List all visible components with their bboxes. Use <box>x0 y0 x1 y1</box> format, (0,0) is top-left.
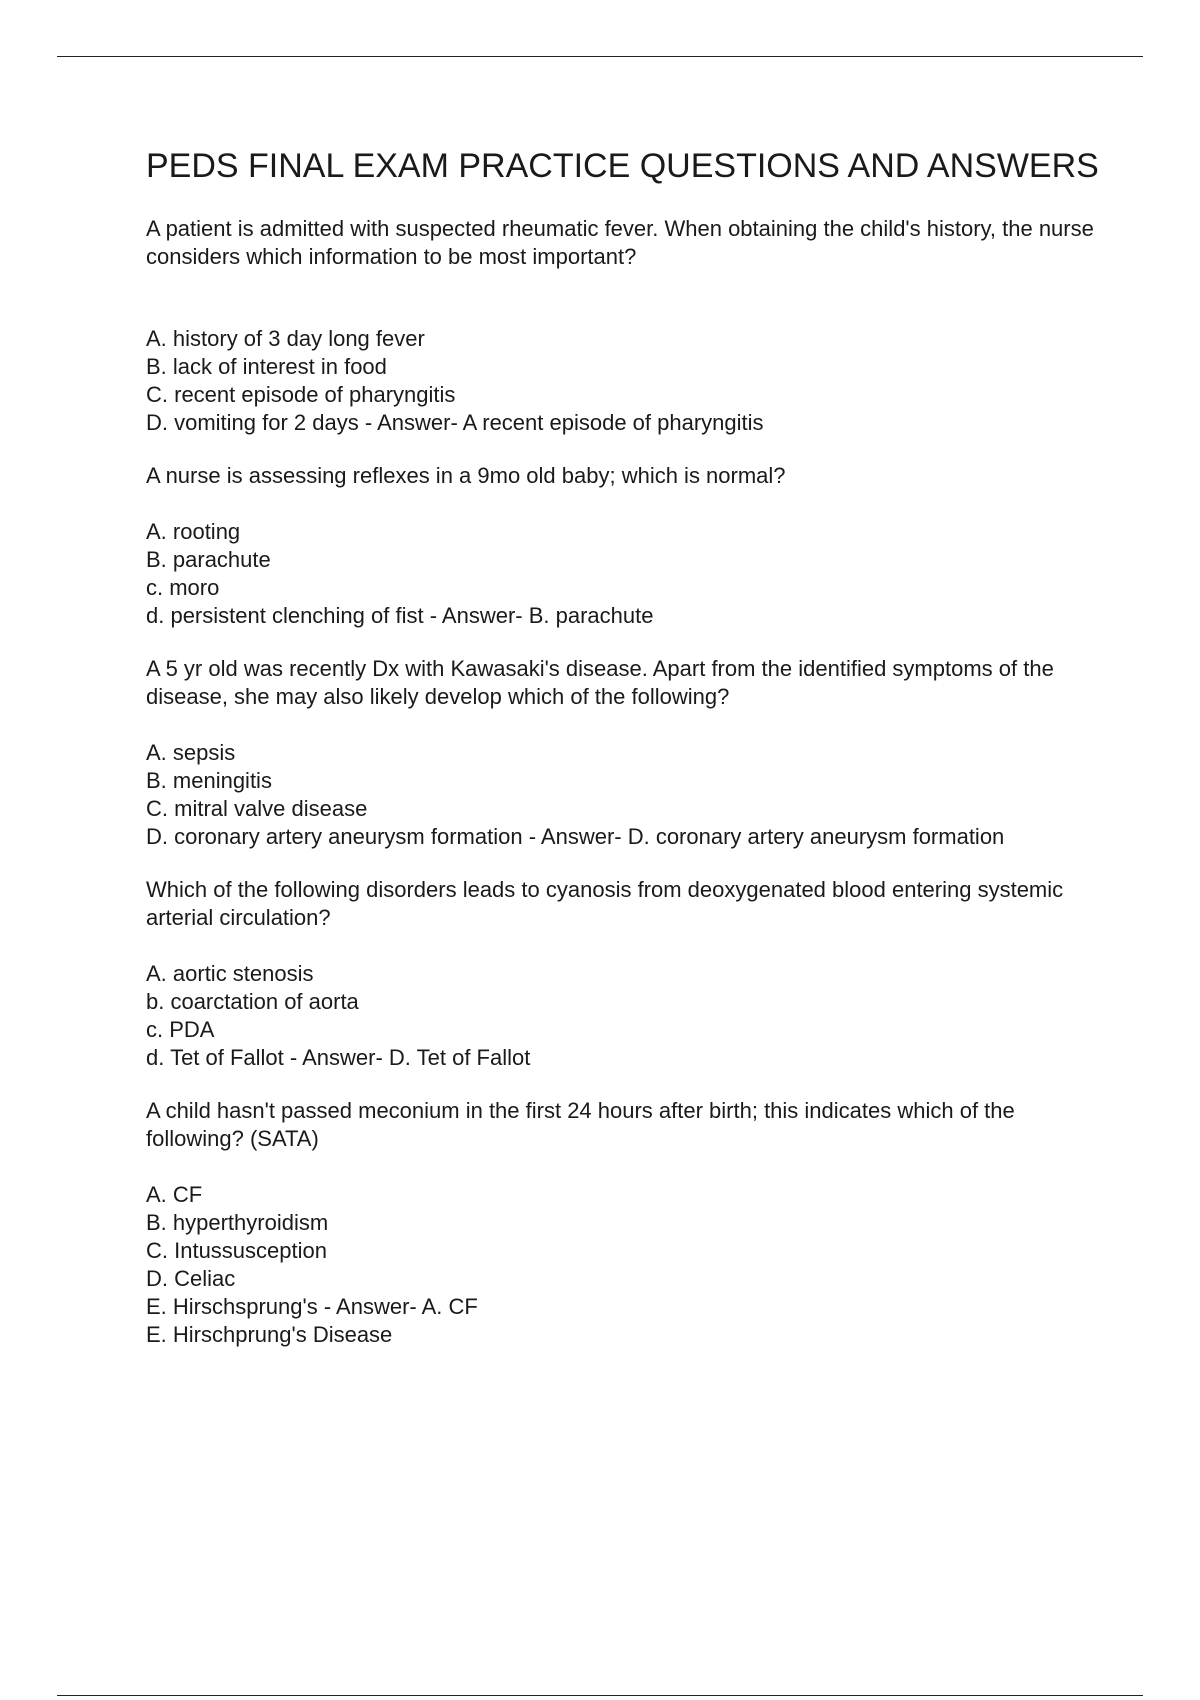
option-item: C. Intussusception <box>146 1238 327 1263</box>
question-text: A nurse is assessing reflexes in a 9mo old baby; which is normal? <box>146 463 786 488</box>
option-item: A. aortic stenosis <box>146 961 314 986</box>
question-block <box>146 462 1106 630</box>
option-list <box>146 518 1106 630</box>
option-list <box>146 325 1106 437</box>
question-block <box>146 876 1106 1072</box>
document-body <box>146 145 1106 1374</box>
question-block <box>146 655 1106 851</box>
option-item: A. history of 3 day long fever <box>146 326 425 351</box>
option-item: C. recent episode of pharyngitis <box>146 382 456 407</box>
option-item: d. Tet of Fallot - Answer- D. Tet of Fallot <box>146 1045 531 1070</box>
option-item: d. persistent clenching of fist - Answer- B. parachute <box>146 603 654 628</box>
option-item: D. Celiac <box>146 1266 236 1291</box>
option-item: B. lack of interest in food <box>146 354 387 379</box>
option-item: A. CF <box>146 1182 203 1207</box>
question-text: A patient is admitted with suspected rheumatic fever. When obtaining the child's history, the nurse considers which information to be most important? <box>146 216 1094 269</box>
option-item: A. sepsis <box>146 740 236 765</box>
footer-rule <box>57 1695 1143 1696</box>
option-item: B. meningitis <box>146 768 272 793</box>
header-rule <box>57 56 1143 57</box>
option-item: E. Hirschprung's Disease <box>146 1322 393 1347</box>
option-item: E. Hirschsprung's - Answer- A. CF <box>146 1294 478 1319</box>
question-text: A child hasn't passed meconium in the first 24 hours after birth; this indicates which of the following? (SATA) <box>146 1098 1015 1151</box>
question-text: A 5 yr old was recently Dx with Kawasaki's disease. Apart from the identified symptoms of the disease, she may also likely develop which of the following? <box>146 656 1054 709</box>
document-title: PEDS FINAL EXAM PRACTICE QUESTIONS AND ANSWERS <box>146 147 1099 185</box>
option-item: B. parachute <box>146 547 271 572</box>
option-item: D. vomiting for 2 days - Answer- A recent episode of pharyngitis <box>146 410 764 435</box>
option-list <box>146 739 1106 851</box>
option-item: c. PDA <box>146 1017 215 1042</box>
question-block <box>146 1097 1106 1349</box>
option-item: A. rooting <box>146 519 241 544</box>
option-item: c. moro <box>146 575 220 600</box>
option-list <box>146 960 1106 1072</box>
option-list <box>146 1181 1106 1349</box>
option-item: B. hyperthyroidism <box>146 1210 329 1235</box>
option-item: b. coarctation of aorta <box>146 989 359 1014</box>
option-item: C. mitral valve disease <box>146 796 368 821</box>
question-text: Which of the following disorders leads to cyanosis from deoxygenated blood entering systemic arterial circulation? <box>146 877 1064 930</box>
option-item: D. coronary artery aneurysm formation - Answer- D. coronary artery aneurysm formation <box>146 824 1005 849</box>
question-block <box>146 215 1106 437</box>
